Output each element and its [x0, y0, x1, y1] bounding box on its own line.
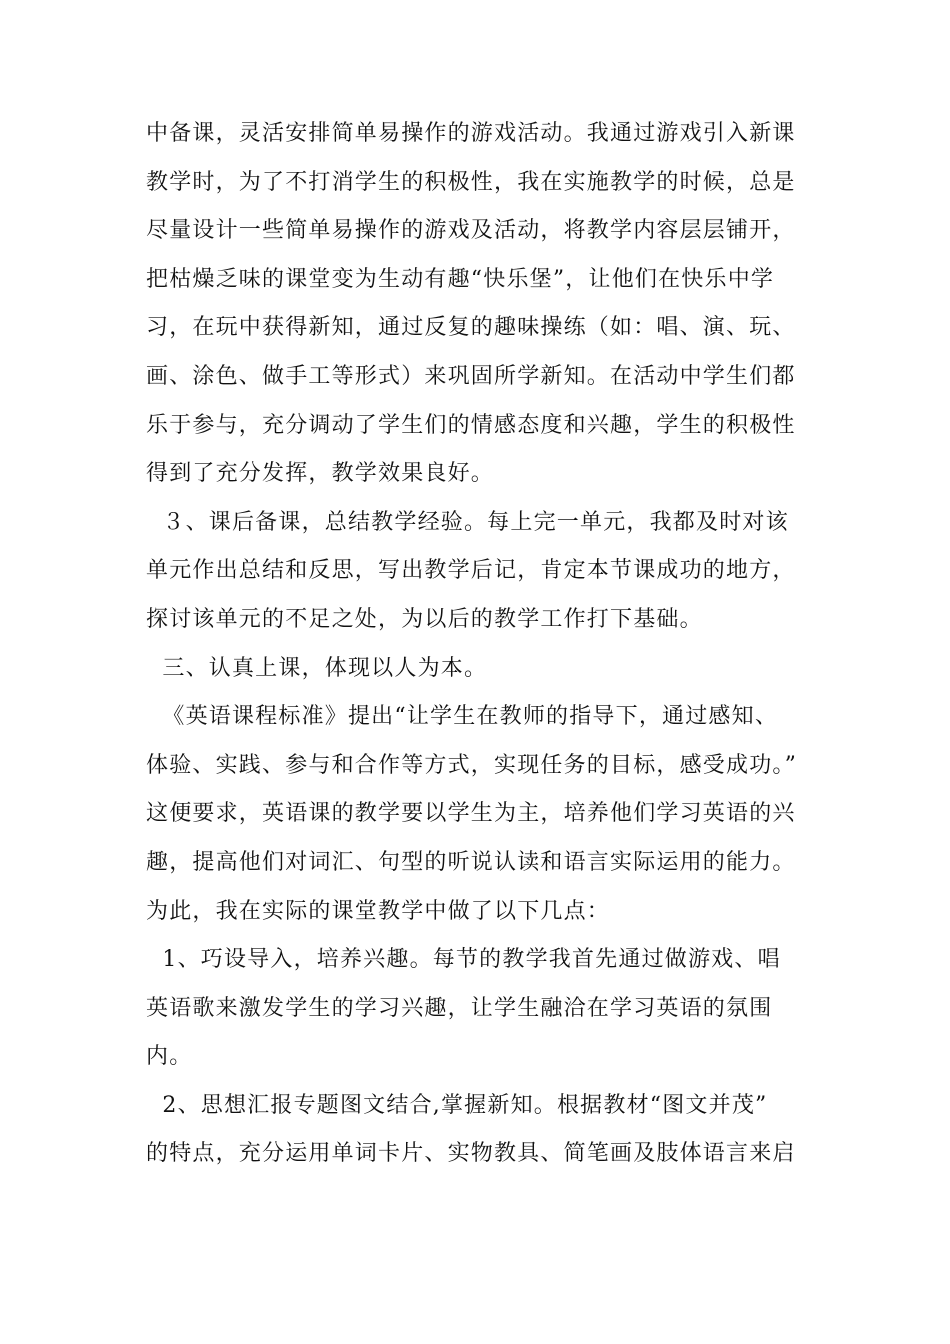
text-line: 这便要求，英语课的教学要以学生为主，培养他们学习英语的兴: [146, 801, 796, 827]
section-heading: 三、认真上课，体现以人为本。: [146, 655, 488, 681]
text-line: 趣，提高他们对词汇、句型的听说认读和语言实际运用的能力。: [146, 849, 796, 875]
text-line: 中备课，灵活安排简单易操作的游戏活动。我通过游戏引入新课: [146, 121, 796, 146]
text-line: 习，在玩中获得新知，通过反复的趣味操练（如：唱、演、玩、: [146, 315, 796, 341]
text-line: 单元作出总结和反思，写出教学后记，肯定本节课成功的地方，: [146, 558, 796, 584]
text-line: 为此，我在实际的课堂教学中做了以下几点：: [146, 898, 611, 924]
text-line: 2、思想汇报专题图文结合,掌握新知。根据教材“图文并茂”: [146, 1092, 768, 1118]
body-text: [146, 110, 808, 1179]
text-line: 的特点，充分运用单词卡片、实物教具、简笔画及肢体语言来启: [146, 1141, 796, 1167]
text-line: 内。: [146, 1044, 193, 1070]
text-line: 英语歌来激发学生的学习兴趣，让学生融洽在学习英语的氛围: [146, 995, 773, 1021]
text-line: 教学时，为了不打消学生的积极性，我在实施教学的时候，总是: [146, 169, 796, 195]
text-line: ３、课后备课，总结教学经验。每上完一单元，我都及时对该: [146, 509, 789, 535]
text-line: 把枯燥乏味的课堂变为生动有趣“快乐堡”，让他们在快乐中学: [146, 266, 775, 292]
text-line: 画、涂色、做手工等形式）来巩固所学新知。在活动中学生们都: [146, 363, 796, 389]
text-line: 得到了充分发挥，教学效果良好。: [146, 461, 495, 487]
text-line: 体验、实践、参与和合作等方式，实现任务的目标，感受成功。”: [146, 752, 798, 778]
text-line: 探讨该单元的不足之处，为以后的教学工作打下基础。: [146, 606, 703, 632]
text-line: 乐于参与，充分调动了学生们的情感态度和兴趣，学生的积极性: [146, 412, 796, 438]
text-line: 尽量设计一些简单易操作的游戏及活动，将教学内容层层铺开，: [146, 218, 796, 244]
text-line: 1、巧设导入，培养兴趣。每节的教学我首先通过做游戏、唱: [146, 947, 781, 973]
text-line: 《英语课程标准》提出“让学生在教师的指导下，通过感知、: [146, 704, 779, 730]
